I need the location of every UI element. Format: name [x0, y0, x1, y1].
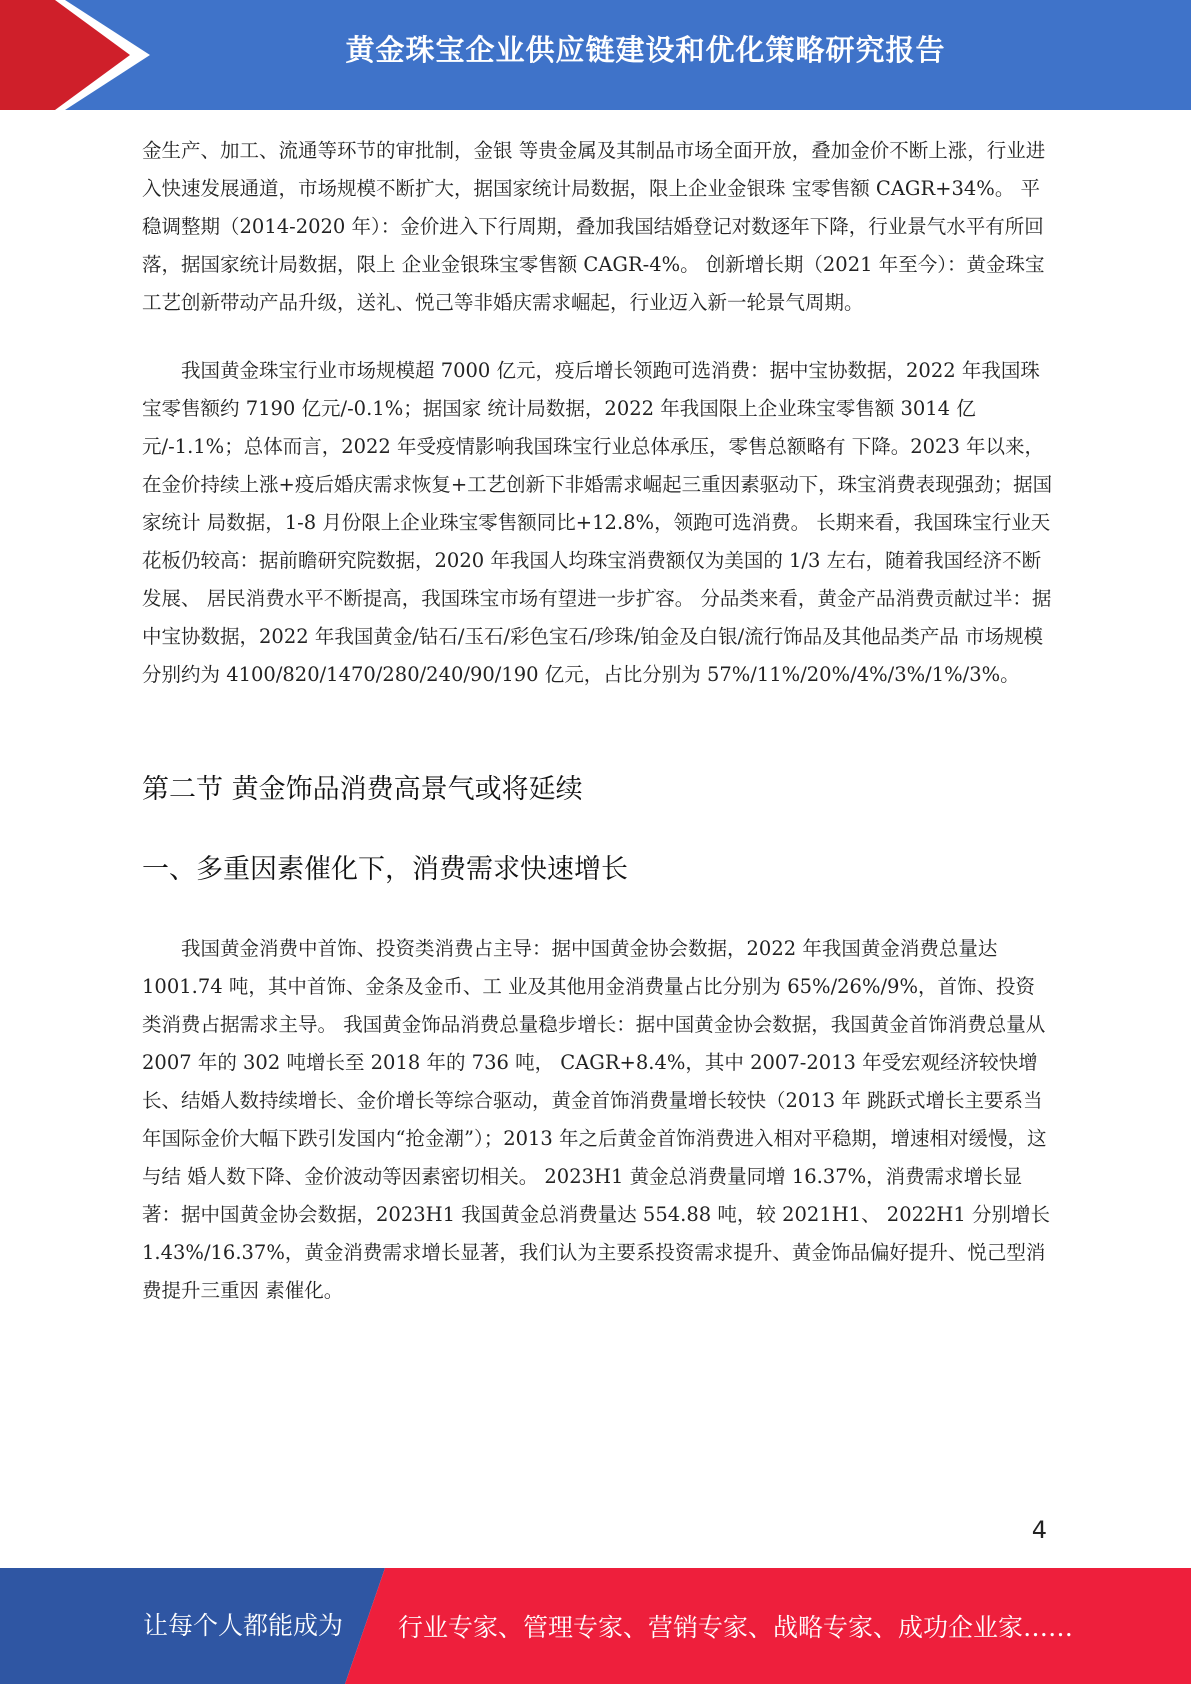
body-paragraph-2: 我国黄金珠宝行业市场规模超 7000 亿元，疫后增长领跑可选消费：据中宝协数据，2022 年我国珠宝零售额约 7190 亿元/-0.1%；据国家 统计局数据，2022 年我国限上企业珠宝零售额 3014 亿元/-1.1%；总体而言，2022 年受疫情影响我国珠宝行业总体承压，零售总额略有 下降。2023 年以来，在金价持续上涨+疫后婚庆需求恢复+工艺创新下非婚需求崛起三重因素驱动下，珠宝消费表现强劲；据国家统计 局数据，1-8 月份限上企业珠宝零售额同比+12.8%，领跑可选消费。 长期来看，我国珠宝行业天花板仍较高：据前瞻研究院数据，2020 年我国人均珠宝消费额仅为美国的 1/3 左右，随着我国经济不断发展、 居民消费水平不断提高，我国珠宝市场有望进一步扩容。 分品类来看，黄金产品消费贡献过半：据中宝协数据，2022 年我国黄金/钻石/玉石/彩色宝石/珍珠/铂金及白银/流行饰品及其他品类产品 市场规模分别约为 4100/820/1470/280/240/90/190 亿元，占比分别为 57%/11%/20%/4%/3%/1%/3%。: [142, 359, 1053, 686]
sub-heading: 一、多重因素催化下，消费需求快速增长: [142, 854, 628, 885]
header-arrow-decoration: [0, 0, 160, 110]
section-paragraph: 我国黄金消费中首饰、投资类消费占主导：据中国黄金协会数据，2022 年我国黄金消费总量达 1001.74 吨，其中首饰、金条及金币、工 业及其他用金消费量占比分别为 65%/26%/9%，首饰、投资类消费占据需求主导。 我国黄金饰品消费总量稳步增长：据中国黄金协会数据，我国黄金首饰消费总量从 2007 年的 302 吨增长至 2018 年的 736 吨， CAGR+8.4%，其中 2007-2013 年受宏观经济较快增长、结婚人数持续增长、金价增长等综合驱动，黄金首饰消费量增长较快（2013 年 跳跃式增长主要系当年国际金价大幅下跌引发国内“抢金潮”）；2013 年之后黄金首饰消费进入相对平稳期，增速相对缓慢，这与结 婚人数下降、金价波动等因素密切相关。 2023H1 黄金总消费量同增 16.37%，消费需求增长显著：据中国黄金协会数据，2023H1 我国黄金总消费量达 554.88 吨，较 2021H1、 2022H1 分别增长 1.43%/16.37%，黄金消费需求增长显著，我们认为主要系投资需求提升、黄金饰品偏好提升、悦己型消费提升三重因 素催化。: [142, 937, 1051, 1302]
footer-banner: [0, 1568, 1191, 1684]
section-heading: 第二节 黄金饰品消费高景气或将延续: [142, 774, 583, 805]
header-banner: [0, 0, 1191, 110]
footer-slogan-left: 让每个人都能成为: [143, 1611, 344, 1640]
header-arrow-red: [0, 0, 130, 110]
body-paragraph-1: 金生产、加工、流通等环节的审批制，金银 等贵金属及其制品市场全面开放，叠加金价不断上涨，行业进入快速发展通道，市场规模不断扩大，据国家统计局数据，限上企业金银珠 宝零售额 CAGR+34%。 平稳调整期（2014-2020 年）：金价进入下行周期，叠加我国结婚登记对数逐年下降，行业景气水平有所回落，据国家统计局数据，限上 企业金银珠宝零售额 CAGR-4%。 创新增长期（2021 年至今）：黄金珠宝工艺创新带动产品升级，送礼、悦己等非婚庆需求崛起，行业迈入新一轮景气周期。: [142, 139, 1046, 314]
page-number: 4: [1031, 1516, 1047, 1544]
document-title: 黄金珠宝企业供应链建设和优化策略研究报告: [345, 33, 946, 67]
footer-slogan-right: 行业专家、管理专家、营销专家、战略专家、成功企业家……: [398, 1613, 1074, 1642]
page-content: [142, 132, 1054, 1310]
